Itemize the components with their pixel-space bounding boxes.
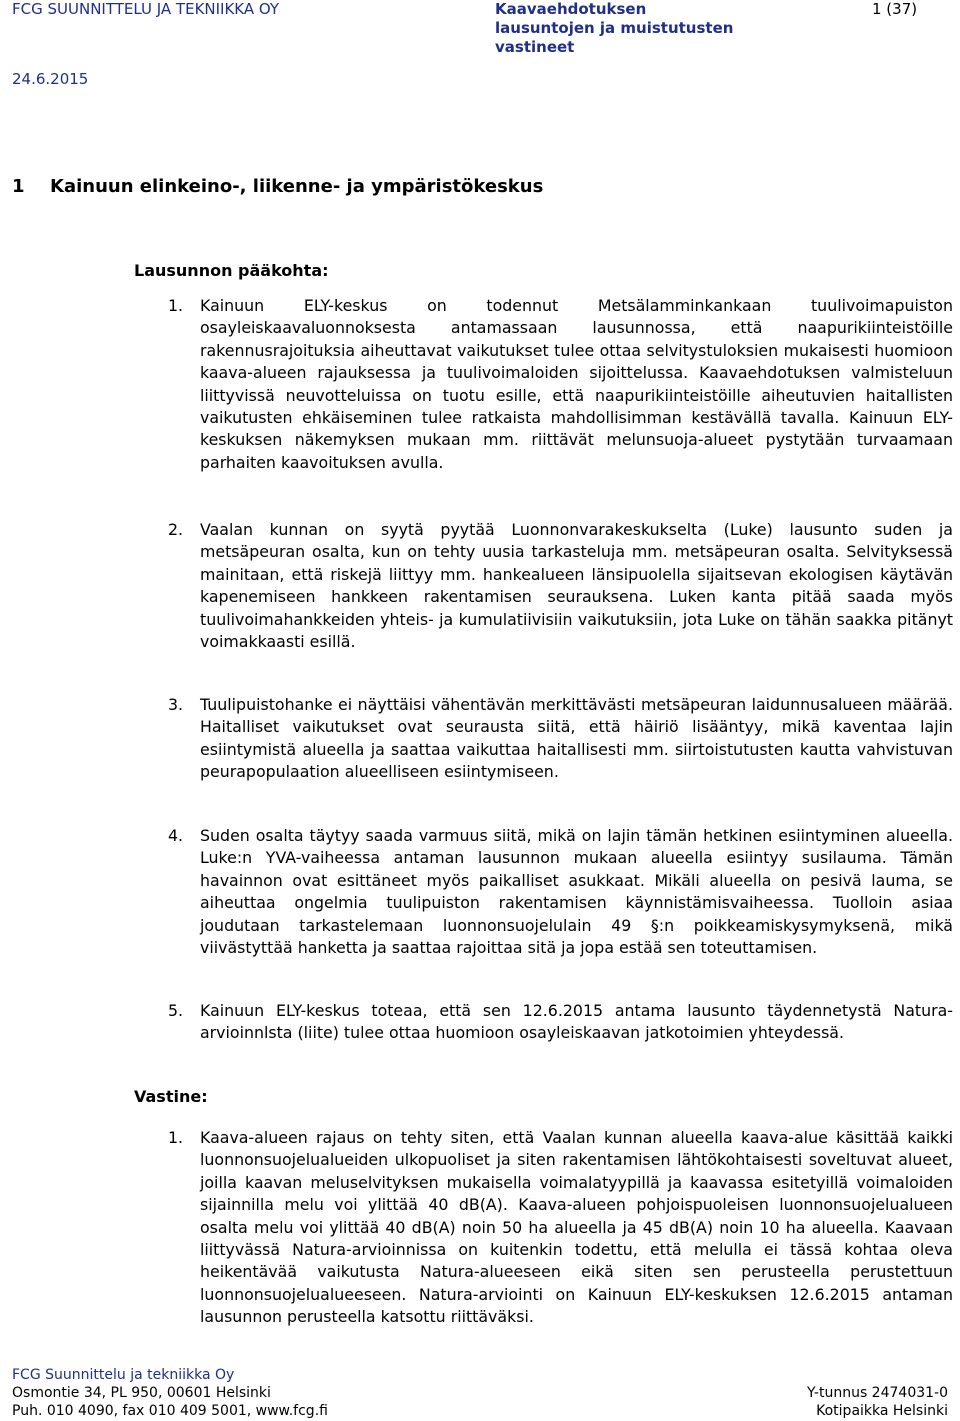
header-company: FCG SUUNNITTELU JA TEKNIIKKA OY: [12, 0, 280, 18]
footer-business-id: Y-tunnus 2474031-0: [807, 1385, 948, 1401]
item-number: 3.: [168, 695, 184, 714]
item-number: 4.: [168, 826, 184, 845]
footer-contact: Puh. 010 4090, fax 010 409 5001, www.fcg.fi: [12, 1403, 328, 1419]
item-number: 1.: [168, 296, 184, 315]
item-text: Tuulipuistohanke ei näyttäisi vähentävän merkittävästi metsäpeuran laidunnusalueen määrää. Haitalliset vaikutukset ovat seurausta siitä, että häiriö lisääntyy, mikä kaventaa lajin esiintymistä alueella ja saattaa vaikuttaa haitallisesti mm. siirtoistutusten kautta vahvistuvan peurapopulaation alueelliseen esiintymiseen.: [200, 695, 953, 782]
item-text: Vaalan kunnan on syytä pyytää Luonnonvarakeskukselta (Luke) lausunto suden ja metsäpeuran osalta, kun on tehty uusia tarkasteluja mm. metsäpeuran osalta. Selvityksessä mainitaan, että riskejä liittyy mm. hankealueen länsipuolella sijaitsevan ekologisen käytävän kapenemiseen hankkeen rakentamisen seurauksena. Luken kanta pitää saada myös tuulivoimahankkeiden yhteis- ja kumulatiivisiin vaikutuksiin, jota Luke on tähän saakka pitänyt voimakkaasti esillä.: [200, 520, 953, 652]
item-text: Suden osalta täytyy saada varmuus siitä, mikä on lajin tämän hetkinen esiintyminen alueella. Luke:n YVA-vaiheessa antaman lausunnon mukaan alueella esiintyy susilauma. Tämän havainnon ovat esittäneet myös paikalliset asukkaat. Mikäli alueella on pesivä lauma, se aiheuttaa ongelmia tuulipuiston rakentamisen käynnistämisvaiheessa. Tuolloin asiaa joudutaan tarkastelemaan luonnonsuojelulain 49 §:n poikkeamiskysymyksenä, mikä viivästyttää hanketta ja saattaa rajoittaa sitä ja jopa estää sen toteuttamisen.: [200, 826, 953, 958]
footer-row-contact: [12, 1402, 948, 1420]
main-point-item: [168, 694, 953, 784]
item-text: Kainuun ELY-keskus on todennut Metsälamminkankaan tuulivoimapuiston osayleiskaavaluonnoksesta antamassaan lausunnossa, että naapurikiinteistöille rakennusrajoituksia aiheuttavat vaikutukset tulee ottaa selvitystuloksien mukaisesti huomioon kaava-alueen rajauksessa ja tuulivoimaloiden sijoittelussa. Kaavaehdotuksen valmisteluun liittyvissä neuvotteluissa on tuotu esille, että naapurikiinteistöille aiheutuvien haitallisten vaikutusten ehkäiseminen tulee ratkaista mahdollisimman kestävällä tavalla. Kainuun ELY-keskuksen näkemyksen mukaan mm. riittävät melunsuoja-alueet pystytään turvaamaan parhaiten kaavoituksen avulla.: [200, 296, 953, 472]
section-title: Kainuun elinkeino-, liikenne- ja ympäristökeskus: [50, 176, 544, 197]
item-text: Kainuun ELY-keskus toteaa, että sen 12.6.2015 antama lausunto täydennetystä Natura-arvioinnlsta (liite) tulee ottaa huomioon osayleiskaavan jatkotoimien yhteydessä.: [200, 1001, 953, 1043]
main-point-item: [168, 1000, 953, 1045]
main-points-heading: Lausunnon pääkohta:: [134, 261, 329, 280]
item-number: 2.: [168, 520, 184, 539]
item-text: Kaava-alueen rajaus on tehty siten, että Vaalan kunnan alueella kaava-alue käsittää kaikki luonnonsuojelualueiden ulkopuoliset ja siten rakentamisen lähtökohtaisesti soveltuvat alueet, joilla kaavan meluselvityksen mukaisella voimalatyypillä ja kaavassa esitetyillä voimaloiden sijainnilla melu voi ylittää 40 dB(A). Kaava-alueen pohjoispuoleisen luonnonsuojelualueen osalta melu voi ylittää 40 dB(A) noin 50 ha alueella ja 45 dB(A) noin 10 ha alueella. Kaavaan liittyvässä Natura-arvioinnissa on kuitenkin todettu, että melulla ei tässä kohtaa oleva heikentävää vaikutusta Natura-alueeseen eikä siten sen perusteella perustettuun luonnonsuojelualueeseen. Natura-arviointi on Kainuun ELY-keskuksen 12.6.2015 antaman lausunnon perusteella katsottu riittäväksi.: [200, 1128, 953, 1327]
main-point-item: [168, 825, 953, 959]
section-heading: [12, 176, 543, 197]
item-number: 5.: [168, 1001, 184, 1020]
footer-domicile: Kotipaikka Helsinki: [816, 1403, 948, 1419]
main-point-item: [168, 295, 953, 474]
footer-address: Osmontie 34, PL 950, 00601 Helsinki: [12, 1385, 271, 1401]
header-date: 24.6.2015: [12, 70, 89, 88]
footer-company: FCG Suunnittelu ja tekniikka Oy: [12, 1367, 235, 1383]
header-page-number: 1 (37): [872, 0, 918, 18]
item-number: 1.: [168, 1128, 184, 1147]
response-item: [168, 1127, 953, 1329]
footer-row-address: [12, 1384, 948, 1402]
main-point-item: [168, 519, 953, 653]
section-number: 1: [12, 176, 25, 197]
header-document-title: Kaavaehdotuksen lausuntojen ja muistutusten vastineet: [495, 0, 734, 56]
response-heading: Vastine:: [134, 1087, 208, 1106]
